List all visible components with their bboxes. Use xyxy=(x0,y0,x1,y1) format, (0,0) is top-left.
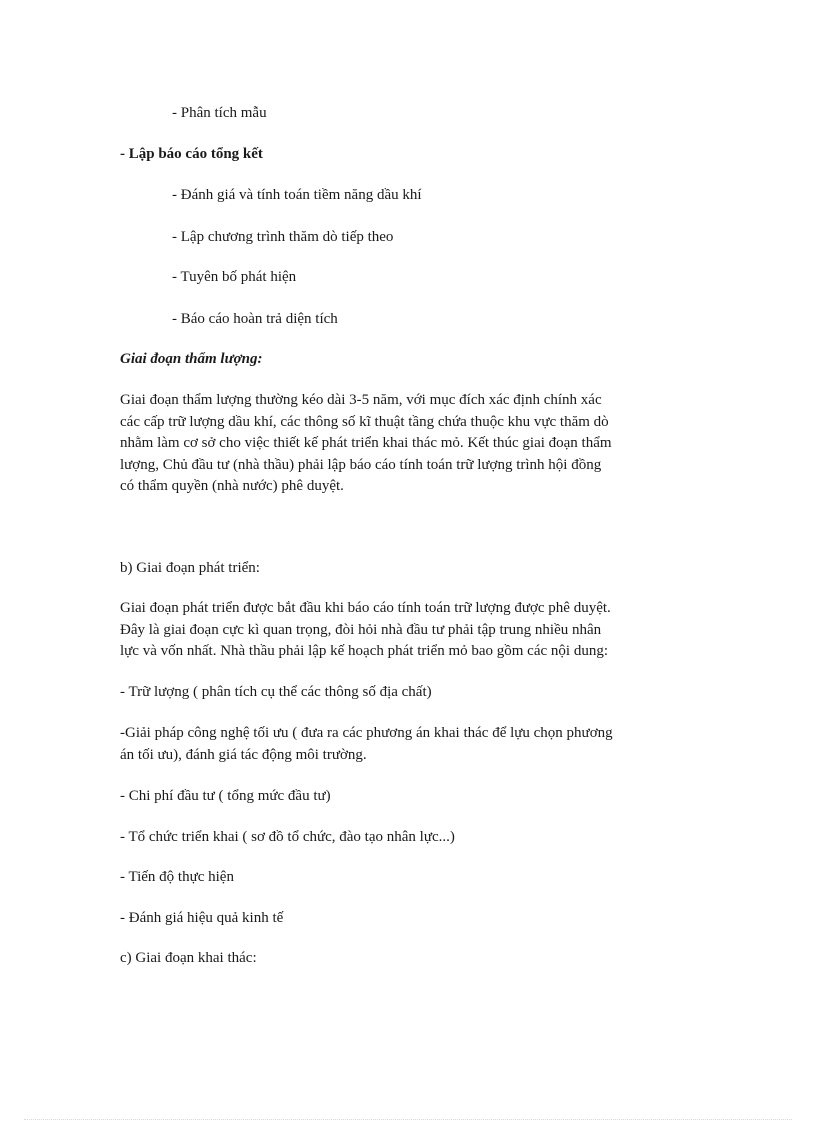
development-heading: b) Giai đoạn phát triển: xyxy=(120,560,260,576)
appraisal-line: có thẩm quyền (nhà nước) phê duyệt. xyxy=(120,478,344,495)
report-item-potential: - Đánh giá và tính toán tiềm năng dầu khí xyxy=(172,187,422,203)
appraisal-heading: Giai đoạn thẩm lượng: xyxy=(120,351,263,367)
development-item-technology xyxy=(120,723,695,766)
sampling-item: - Phân tích mẫu xyxy=(172,105,267,121)
development-item-schedule: - Tiến độ thực hiện xyxy=(120,869,234,885)
development-paragraph xyxy=(120,598,695,663)
exploitation-heading: c) Giai đoạn khai thác: xyxy=(120,950,257,966)
appraisal-paragraph xyxy=(120,390,695,498)
appraisal-line: lượng, Chủ đầu tư (nhà thầu) phải lập báo cáo tính toán trữ lượng trình hội đồng xyxy=(120,456,602,473)
development-item-line: án tối ưu), đánh giá tác động môi trường. xyxy=(120,746,367,763)
appraisal-line: các cấp trữ lượng dầu khí, các thông số kĩ thuật tầng chứa thuộc khu vực thăm dò xyxy=(120,413,609,430)
development-item-reserves: - Trữ lượng ( phân tích cụ thể các thông số địa chất) xyxy=(120,684,432,700)
development-item-economics: - Đánh giá hiệu quả kinh tế xyxy=(120,910,284,926)
development-line: Đây là giai đoạn cực kì quan trọng, đòi hỏi nhà đầu tư phải tập trung nhiều nhân xyxy=(120,621,602,638)
appraisal-line: Giai đoạn thẩm lượng thường kéo dài 3-5 năm, với mục đích xác định chính xác xyxy=(120,392,602,408)
development-item-organization: - Tổ chức triển khai ( sơ đồ tổ chức, đào tạo nhân lực...) xyxy=(120,829,455,845)
report-heading: - Lập báo cáo tổng kết xyxy=(120,146,263,162)
report-item-area-return: - Báo cáo hoàn trả diện tích xyxy=(172,311,338,327)
page-bottom-rule xyxy=(24,1119,792,1120)
development-line: Giai đoạn phát triển được bắt đầu khi báo cáo tính toán trữ lượng được phê duyệt. xyxy=(120,600,611,616)
report-item-program: - Lập chương trình thăm dò tiếp theo xyxy=(172,229,394,245)
development-line: lực và vốn nhất. Nhà thầu phải lập kế hoạch phát triển mỏ bao gồm các nội dung: xyxy=(120,643,608,660)
development-item-line: -Giải pháp công nghệ tối ưu ( đưa ra các phương án khai thác để lựu chọn phương xyxy=(120,725,613,741)
development-item-cost: - Chi phí đầu tư ( tổng mức đầu tư) xyxy=(120,788,331,804)
report-item-discovery: - Tuyên bố phát hiện xyxy=(172,269,297,285)
appraisal-line: nhằm làm cơ sở cho việc thiết kế phát triển khai thác mỏ. Kết thúc giai đoạn thẩm xyxy=(120,435,612,452)
